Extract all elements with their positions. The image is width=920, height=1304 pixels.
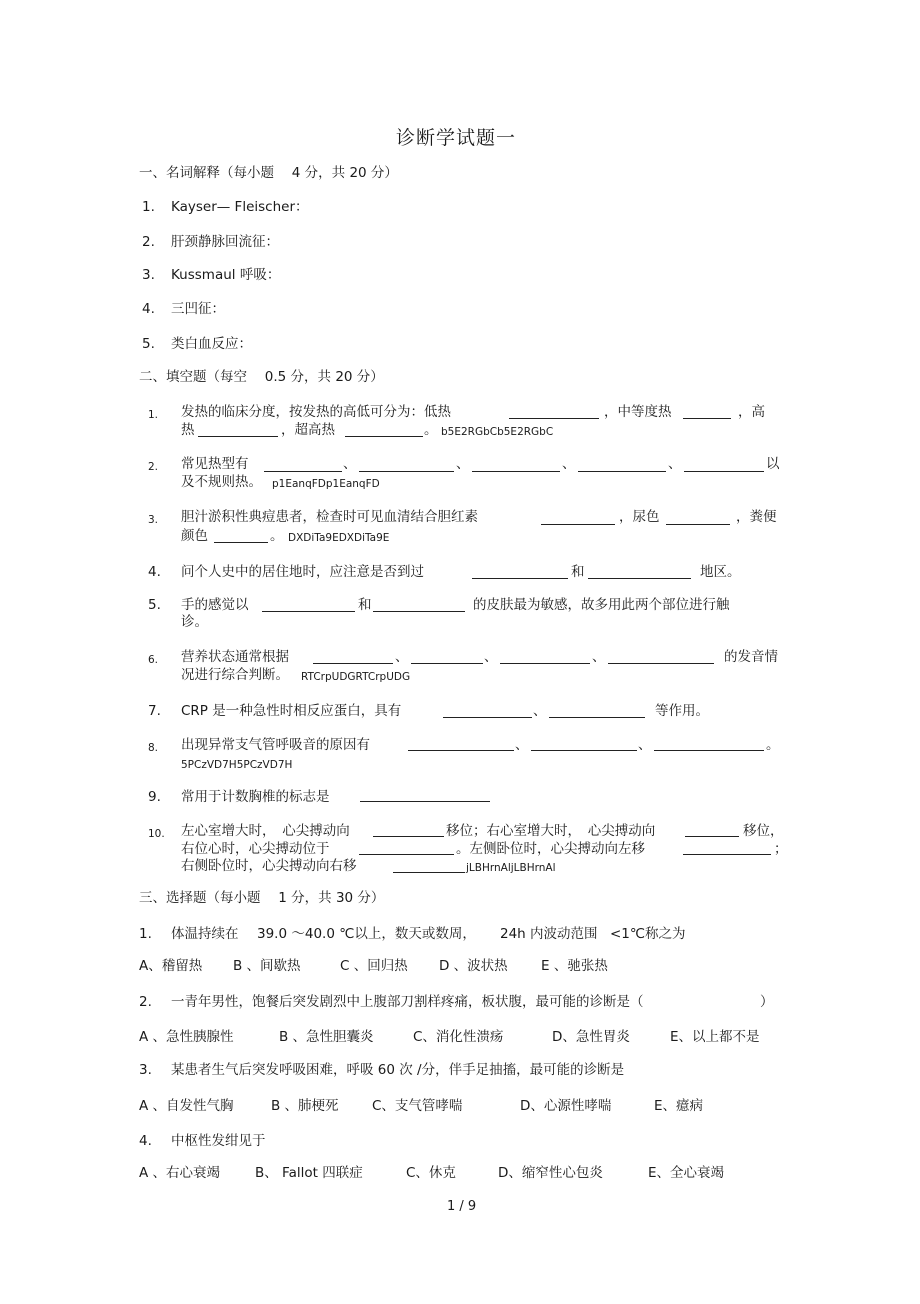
s2-q1-text-c: ，高 [738,404,765,420]
s1-item-1-number: 1. [142,199,155,215]
s2-q2-text-b: 以 [766,456,780,472]
s2-q6-sep-2: 、 [484,649,498,665]
s3-q4-option-c: C、休克 [406,1165,456,1181]
s2-q7-sep: 、 [533,703,547,719]
s2-q4-text-c: 地区。 [700,564,741,580]
s3-q2-option-c: C、消化性溃疡 [413,1029,504,1045]
s2-q10-code: jLBHrnAljLBHrnAl [466,862,556,874]
s3-q1-number: 1. [139,926,152,942]
s2-q8-text-a: 出现异常支气管呼吸音的原因有 [181,737,370,753]
fill-blank [313,663,393,664]
s3-q3-option-c: C、支气管哮喘 [372,1098,463,1114]
s2-q3-text-d: 颜色 [181,528,208,544]
s2-q6-text-c: 况进行综合判断。 [181,667,289,683]
s2-q8-text-b: 。 [766,737,780,753]
s2-q2-sep-3: 、 [562,456,576,472]
s2-q2-code: p1EanqFDp1EanqFD [272,478,380,490]
s3-q1-text-a: 体温持续在 [171,926,239,942]
s3-q3-option-b: B 、肺梗死 [271,1098,339,1114]
s2-q2-number: 2. [148,461,159,473]
s3-q4-option-a: A 、右心衰竭 [139,1165,221,1181]
s3-q2-option-b: B 、急性胆囊炎 [279,1029,374,1045]
s3-q2-text-a: 一青年男性，饱餐后突发剧烈中上腹部刀割样疼痛，板状腹，最可能的诊断是（ [171,994,644,1010]
s2-q2-sep-1: 、 [343,456,357,472]
s3-q3-option-a: A 、自发性气胸 [139,1098,234,1114]
fill-blank [684,471,764,472]
s3-q1-option-b: B 、间歇热 [233,958,301,974]
s2-q8-sep-1: 、 [515,737,529,753]
fill-blank [360,801,490,802]
page-title: 诊断学试题一 [396,127,517,149]
fill-blank [373,836,444,837]
s2-q1-number: 1. [148,409,159,421]
s2-q10-text-f: ； [774,841,788,857]
s2-q4-number: 4. [148,564,161,580]
fill-blank [411,663,483,664]
fill-blank [588,578,691,579]
s2-q10-text-a: 左心室增大时， 心尖搏动向 [181,823,350,839]
page-number: 1 / 9 [447,1199,477,1214]
fill-blank [683,854,771,855]
s2-q4-text-a: 问个人史中的居住地时，应注意是否到过 [181,564,424,580]
s3-q2-option-e: E、以上都不是 [670,1029,760,1045]
s2-q10-text-d: 右位心时，心尖搏动位于 [181,841,330,857]
s1-item-1-text: Kayser— Fleischer： [171,199,309,215]
s3-q4-option-e: E、全心衰竭 [648,1165,725,1181]
s1-item-2-text: 肝颈静脉回流征： [171,234,279,250]
s2-q3-text-e: 。 [270,528,284,544]
s2-q10-number: 10. [148,828,165,840]
s1-item-4-number: 4. [142,301,155,317]
s1-item-5-text: 类白血反应： [171,336,252,352]
s2-q1-text-d: 热 [181,422,195,438]
s2-q7-number: 7. [148,703,161,719]
s3-q3-option-d: D、心源性哮喘 [520,1098,612,1114]
s3-q2-option-d: D、急性胃炎 [552,1029,630,1045]
s1-item-2-number: 2. [142,234,155,250]
s2-q3-text-b: ，尿色 [619,509,660,525]
s2-q6-text-b: 的发音情 [724,649,778,665]
s2-q2-text-c: 及不规则热。 [181,474,262,490]
s2-q6-code: RTCrpUDGRTCrpUDG [301,671,411,683]
s3-q1-text-b: 39.0 ～40.0 ℃以上，数天或数周， [257,926,476,942]
fill-blank [666,524,730,525]
s3-q4-text-a: 中枢性发绀见于 [171,1133,266,1149]
s1-item-5-number: 5. [142,336,155,352]
fill-blank [359,854,454,855]
fill-blank [472,471,560,472]
s3-q3-option-e: E、癔病 [654,1098,704,1114]
fill-blank [345,436,423,437]
fill-blank [500,663,590,664]
fill-blank [393,872,465,873]
fill-blank [541,524,615,525]
fill-blank [509,418,599,419]
s2-q6-sep-1: 、 [395,649,409,665]
s2-q10-text-b: 移位；右心室增大时， 心尖搏动向 [446,823,656,839]
section-3-heading: 三、选择题（每小题 1 分，共 30 分） [139,890,385,906]
s2-q8-code: 5PCzVD7H5PCzVD7H [181,759,293,771]
s3-q2-option-a: A 、急性胰腺性 [139,1029,234,1045]
s2-q5-text-a: 手的感觉以 [181,597,249,613]
s2-q10-text-g: 右侧卧位时，心尖搏动向右移 [181,858,357,874]
s3-q4-option-b: B、 Fallot 四联症 [255,1165,363,1181]
s2-q1-text-f: 。 [424,422,438,438]
s3-q2-text-b: ） [760,994,774,1010]
s1-item-3-number: 3. [142,267,155,283]
s3-q1-text-c: 24h 内波动范围 [500,926,598,942]
s2-q7-text-a: CRP 是一种急性时相反应蛋白，具有 [181,703,402,719]
s2-q10-text-c: 移位， [743,823,784,839]
s3-q1-text-d: <1℃称之为 [610,926,686,942]
s2-q3-text-c: ，粪便 [736,509,777,525]
s2-q10-text-e: 。左侧卧位时，心尖搏动向左移 [456,841,645,857]
fill-blank [685,836,739,837]
s2-q9-number: 9. [148,789,161,805]
s2-q3-code: DXDiTa9EDXDiTa9E [288,532,390,544]
s2-q6-number: 6. [148,654,159,666]
s2-q8-number: 8. [148,742,159,754]
fill-blank [654,750,764,751]
s2-q6-text-a: 营养状态通常根据 [181,649,289,665]
s2-q1-text-a: 发热的临床分度，按发热的高低可分为：低热 [181,404,451,420]
s3-q1-option-a: A、稽留热 [139,958,203,974]
s1-item-4-text: 三凹征： [171,301,225,317]
fill-blank [264,471,342,472]
s2-q8-sep-2: 、 [638,737,652,753]
fill-blank [373,611,465,612]
s2-q6-sep-3: 、 [592,649,606,665]
s2-q3-text-a: 胆汁淤积性典痘患者，检查时可见血清结合胆红素 [181,509,478,525]
s2-q7-text-b: 等作用。 [655,703,709,719]
fill-blank [262,611,355,612]
fill-blank [608,663,714,664]
s2-q2-sep-4: 、 [668,456,682,472]
fill-blank [578,471,666,472]
s2-q5-text-c: 的皮肤最为敏感，故多用此两个部位进行触 [473,597,730,613]
s2-q4-text-b: 和 [571,564,585,580]
s1-item-3-text: Kussmaul 呼吸： [171,267,281,283]
fill-blank [683,418,731,419]
s2-q5-text-d: 诊。 [181,614,208,630]
fill-blank [549,717,645,718]
s2-q3-number: 3. [148,514,159,526]
s3-q1-option-d: D 、波状热 [439,958,508,974]
s2-q5-number: 5. [148,597,161,613]
s3-q4-number: 4. [139,1133,152,1149]
s2-q1-text-b: ，中等度热 [604,404,672,420]
s3-q1-option-e: E 、驰张热 [541,958,608,974]
s2-q5-text-b: 和 [358,597,372,613]
s2-q1-text-e: ，超高热 [281,422,335,438]
s2-q1-code: b5E2RGbCb5E2RGbC [441,426,554,438]
fill-blank [472,578,568,579]
fill-blank [443,717,532,718]
s3-q3-text-a: 某患者生气后突发呼吸困难，呼吸 60 次 /分，伴手足抽搐，最可能的诊断是 [171,1062,625,1078]
s3-q1-option-c: C 、回归热 [340,958,408,974]
s2-q2-sep-2: 、 [456,456,470,472]
s2-q2-text-a: 常见热型有 [181,456,249,472]
s2-q9-text-a: 常用于计数胸椎的标志是 [181,789,330,805]
s3-q3-number: 3. [139,1062,152,1078]
section-2-heading: 二、填空题（每空 0.5 分，共 20 分） [139,369,384,385]
s3-q2-number: 2. [139,994,152,1010]
fill-blank [359,471,454,472]
fill-blank [531,750,637,751]
fill-blank [408,750,514,751]
section-1-heading: 一、名词解释（每小题 4 分，共 20 分） [139,165,398,181]
fill-blank [198,436,278,437]
fill-blank [214,542,268,543]
s3-q4-option-d: D、缩窄性心包炎 [498,1165,603,1181]
